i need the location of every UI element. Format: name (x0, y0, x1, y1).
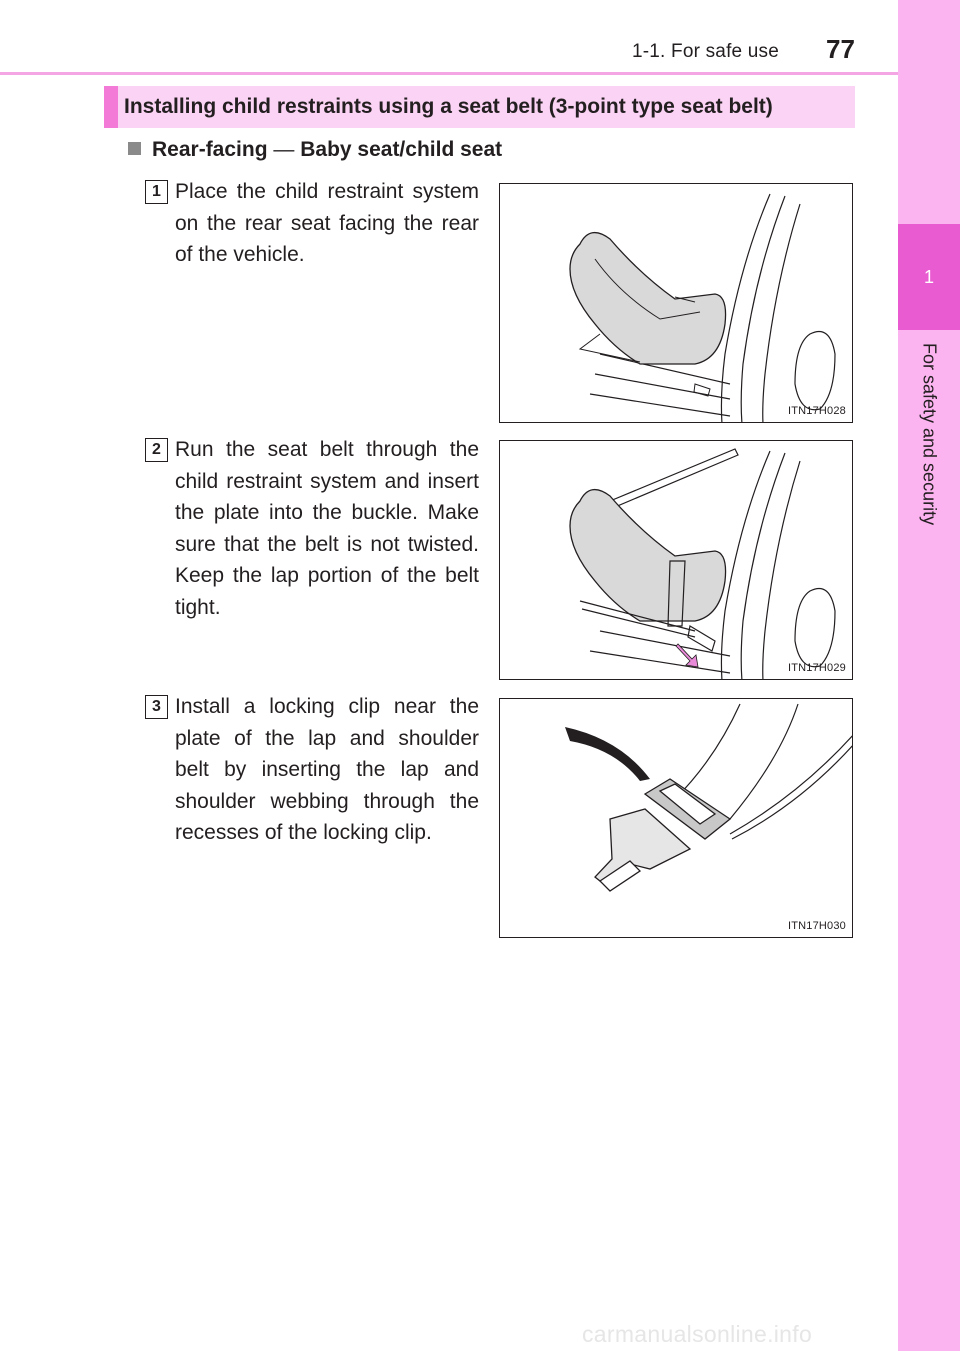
step-3-text: Install a locking clip near the plate of the lap and shoulder belt by inserting the lap and shoulder webbing through the recesses of the locking clip. (175, 695, 479, 845)
subsection-suffix: Baby seat/child seat (300, 138, 503, 161)
page-number: 77 (826, 34, 855, 64)
step-2-badge: 2 (145, 438, 168, 462)
side-tab (898, 0, 960, 1351)
child-seat-illustration (500, 184, 853, 423)
step-3-badge: 3 (145, 695, 168, 719)
section-title: 1-1. For safe use (632, 41, 780, 62)
chapter-tab[interactable] (898, 224, 960, 330)
square-bullet-icon (128, 142, 141, 155)
footer-watermark: carmanualsonline.info (582, 1321, 813, 1347)
section-heading-bar (104, 86, 855, 128)
chapter-title: For safety and security (919, 343, 940, 526)
figure-code: ITN17H030 (787, 920, 846, 932)
figure-belt-routing (499, 440, 853, 680)
subsection-prefix: Rear-facing (152, 138, 268, 161)
figure-locking-clip (499, 698, 853, 938)
belt-routing-illustration (500, 441, 853, 680)
section-heading: Installing child restraints using a seat belt (3-point type seat belt) (124, 95, 773, 118)
figure-rear-facing-seat (499, 183, 853, 423)
step-2-text: Run the seat belt through the child restraint system and insert the plate into the buckle. Make sure that the belt is not twisted. Keep the lap portion of the belt tight. (175, 438, 479, 619)
chapter-number: 1 (923, 267, 934, 287)
step-1-text: Place the child restraint system on the rear seat facing the rear of the vehicle. (175, 180, 479, 267)
header-divider (0, 72, 898, 75)
step-1-badge: 1 (145, 180, 168, 204)
figure-code: ITN17H028 (787, 405, 846, 417)
subsection-dash: — (273, 138, 295, 161)
subsection-heading (128, 138, 502, 162)
figure-code: ITN17H029 (787, 662, 846, 674)
locking-clip-illustration (500, 699, 853, 938)
